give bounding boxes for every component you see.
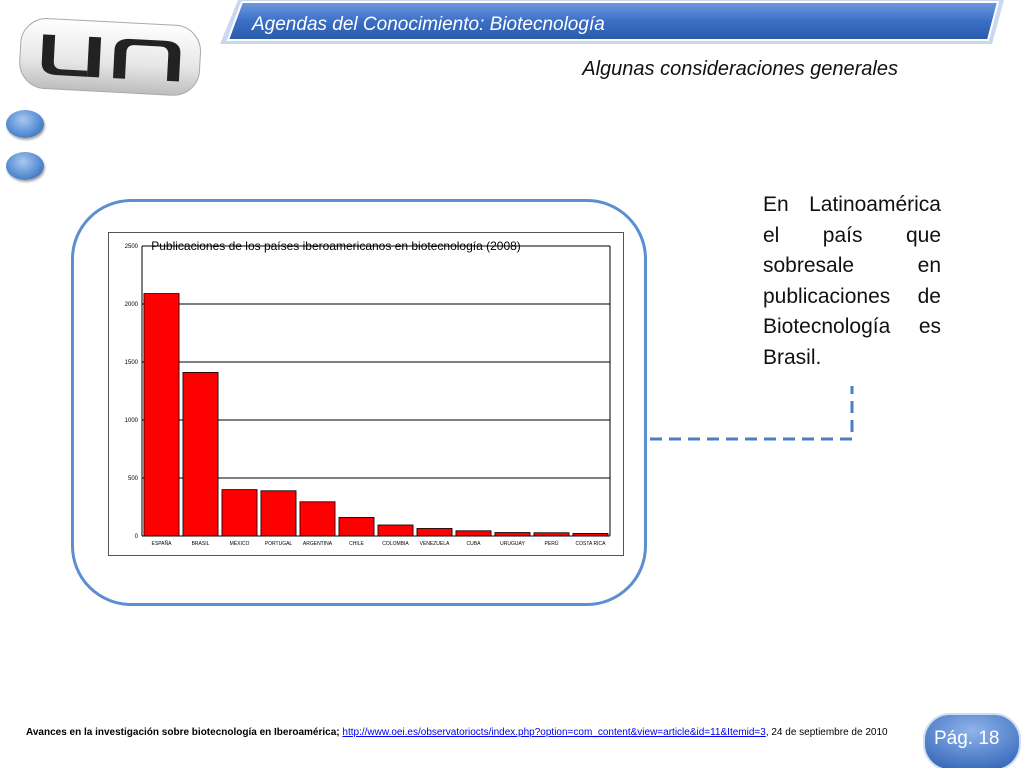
x-tick-label: URUGUAY (500, 541, 525, 547)
bar-brasil (183, 372, 218, 536)
x-tick-label: ARGENTINA (302, 541, 333, 547)
bar-costa-rica (573, 533, 608, 536)
x-tick-label: VENEZUELA (419, 541, 450, 547)
un-logo (14, 14, 210, 104)
page-title: Agendas del Conocimiento: Biotecnología (252, 14, 605, 35)
x-tick-label: CUBA (466, 541, 481, 547)
y-tick-label: 2000 (124, 302, 138, 308)
y-tick-label: 0 (134, 534, 138, 540)
citation-title: Avances en la investigación sobre biotecnología en Iberoamérica; (26, 727, 340, 738)
bar-cuba (456, 531, 491, 536)
x-tick-label: ESPAÑA (151, 541, 172, 547)
citation-link[interactable]: http://www.oei.es/observatoriocts/index.php?option=com_content&view=article&id=11&Itemid=3 (342, 727, 766, 738)
bar-argentina (300, 502, 335, 536)
bar-colombia (378, 525, 413, 536)
x-tick-label: MÉXICO (229, 541, 250, 547)
x-tick-label: COLOMBIA (382, 541, 409, 547)
bullet-circle-icon (6, 110, 44, 138)
side-paragraph: En Latinoamérica el país que sobresale en publicaciones de Biotecnología es Brasil. (763, 193, 941, 369)
slide-subtitle: Algunas consideraciones generales (582, 58, 898, 80)
y-tick-label: 500 (127, 476, 138, 482)
bar-méxico (222, 490, 257, 536)
bar-españa (144, 294, 179, 536)
connector-line (648, 384, 858, 446)
bullet-circle-icon (6, 152, 44, 180)
x-tick-label: COSTA RICA (575, 541, 606, 547)
page-number: Pág. 18 (934, 728, 1000, 749)
bar-venezuela (417, 528, 452, 536)
y-tick-label: 1000 (124, 418, 138, 424)
bar-chile (339, 517, 374, 536)
bar-portugal (261, 491, 296, 536)
chart-title: Publicaciones de los países iberoamericanos en biotecnología (2008) (151, 239, 521, 253)
footer-citation (26, 726, 910, 739)
x-tick-label: BRASIL (191, 541, 210, 547)
bar-uruguay (495, 533, 530, 536)
bar-chart (108, 232, 624, 556)
y-tick-label: 1500 (124, 360, 138, 366)
x-tick-label: PORTUGAL (264, 541, 293, 547)
x-tick-label: PERÚ (544, 541, 559, 547)
x-tick-label: CHILE (349, 541, 364, 547)
citation-date: , 24 de septiembre de 2010 (765, 727, 888, 738)
y-tick-label: 2500 (124, 244, 138, 250)
bar-perú (534, 533, 569, 536)
